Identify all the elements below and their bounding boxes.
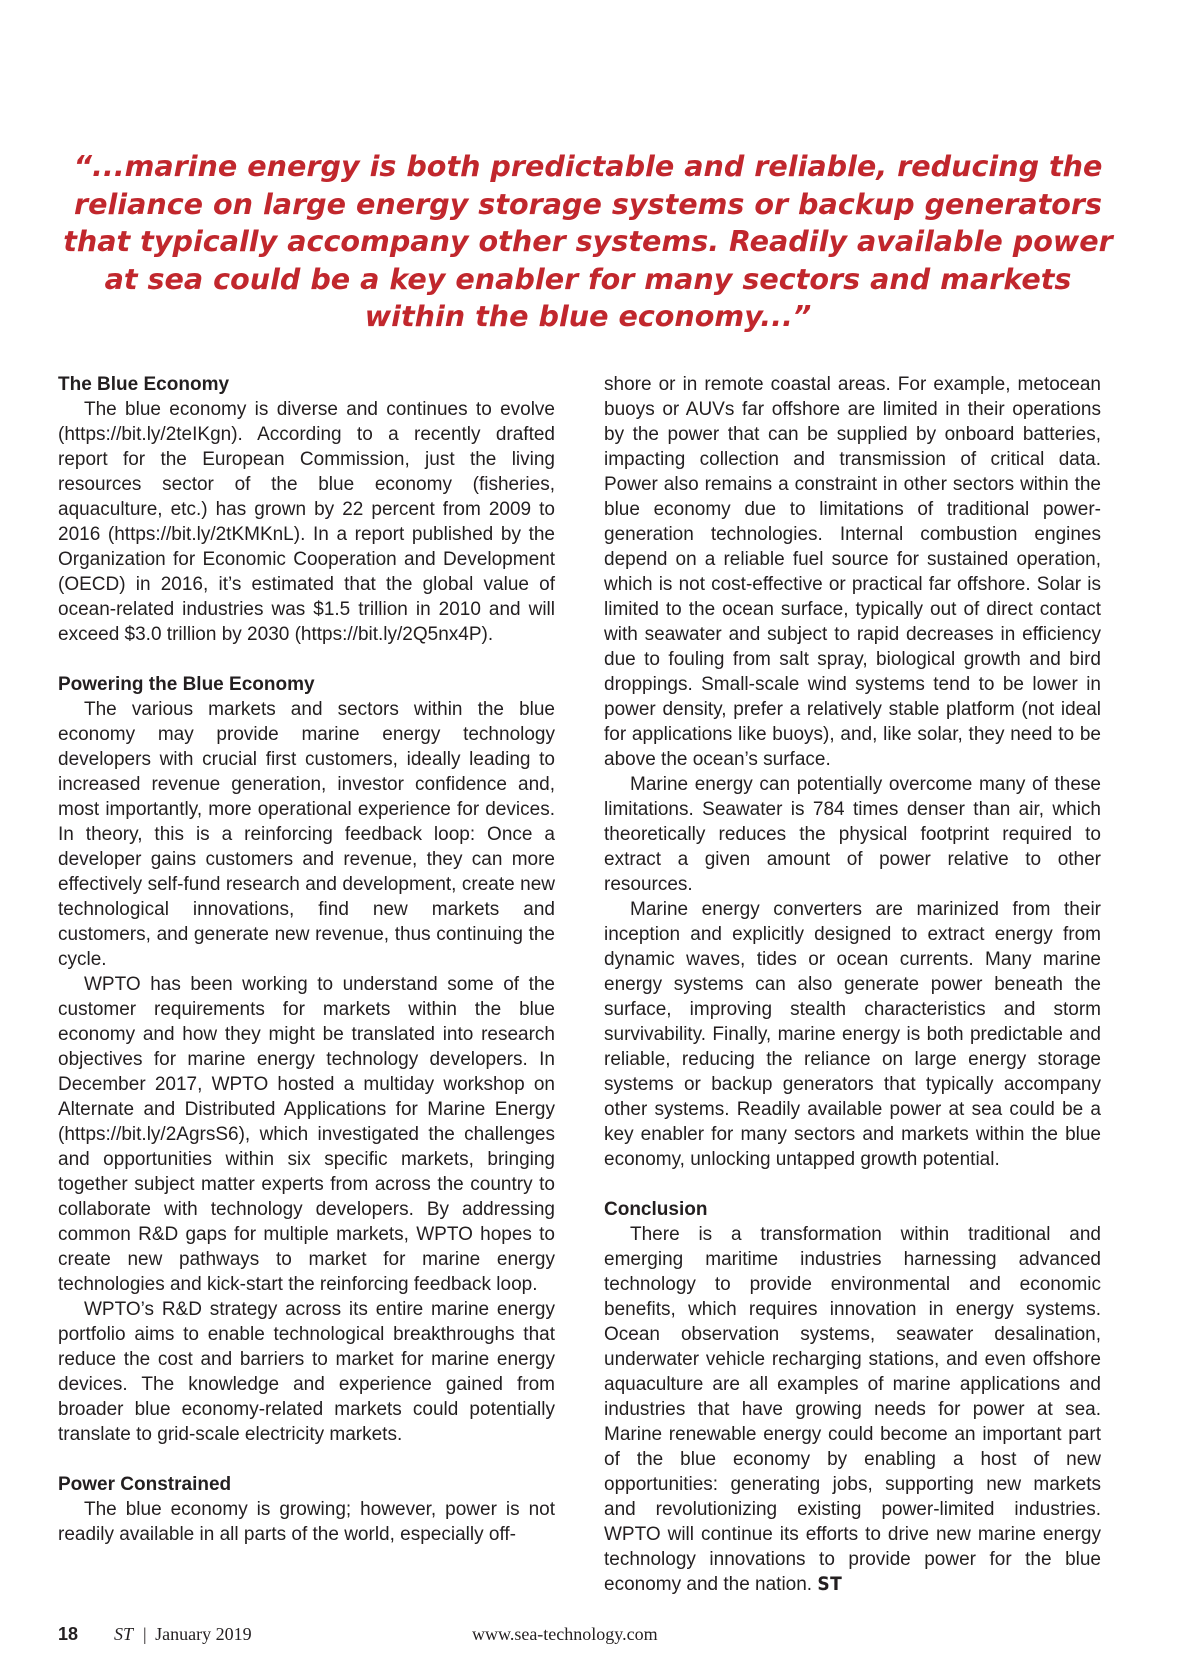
separator: | <box>143 1624 147 1644</box>
publication-info <box>114 1620 252 1648</box>
issue-date: January 2019 <box>155 1624 252 1644</box>
right-column <box>604 372 1101 1597</box>
section-heading-powering: Powering the Blue Economy <box>58 674 315 695</box>
paragraph: The blue economy is diverse and continues to evolve (https://bit.ly/2teIKgn). According to a recently drafted report for the European Commission, just the living resources sector of the blue economy (fisheries, aquaculture, etc.) has grown by 22 percent from 2009 to 2016 (https://bit.ly/2tKMKnL). In a report published by the Organization for Economic Cooperation and Development (OECD) in 2016, it’s estimated that the global value of ocean-related industries was $1.5 trillion in 2010 and will exceed $3.0 trillion by 2030 (https://bit.ly/2Q5nx4P). <box>58 399 555 645</box>
publication-name: ST <box>114 1624 134 1644</box>
conclusion-text: There is a transformation within traditional and emerging maritime industries harnessing advanced technology to provide environmental and economic benefits, which requires innovation in energy systems. Ocean observation systems, seawater desalination, underwater vehicle recharging stations, and even offshore aquaculture are all examples of marine applications and industries that have growing needs for power at sea. Marine renewable energy could become an important part of the blue economy by enabling a host of new opportunities: generating jobs, supporting new markets and revolutionizing existing power-limited industries. WPTO will continue its efforts to drive new marine energy technology innovations to provide power for the blue economy and the nation. <box>604 1224 1101 1595</box>
left-column <box>58 372 555 1547</box>
page-number: 18 <box>58 1624 79 1644</box>
paragraph: shore or in remote coastal areas. For example, metocean buoys or AUVs far offshore are limited in their operations by the power that can be supplied by onboard batteries, impacting collection and transmission of critical data. Power also remains a constraint in other sectors within the blue economy due to limitations of traditional power-generation technologies. Internal combustion engines depend on a reliable fuel source for sustained operation, which is not cost-effective or practical far offshore. Solar is limited to the ocean surface, typically out of direct contact with seawater and subject to rapid decreases in efficiency due to fouling from salt spray, biological growth and bird droppings. Small-scale wind systems tend to be lower in power density, prefer a relatively stable platform (not ideal for applications like buoys), and, like solar, they need to be above the ocean’s surface. <box>604 374 1101 770</box>
section-heading-power-constrained: Power Constrained <box>58 1474 232 1495</box>
paragraph: WPTO has been working to understand some of the customer requirements for markets within the blue economy and how they might be translated into research objectives for marine energy technology developers. In December 2017, WPTO hosted a multiday workshop on Alternate and Distributed Applications for Marine Energy (https://bit.ly/2AgrsS6), which investigated the challenges and opportunities within six specific markets, bringing together subject matter experts from across the country to collaborate with technology developers. By addressing common R&D gaps for multiple markets, WPTO hopes to create new pathways to market for marine energy technologies and kick-start the reinforcing feedback loop. <box>58 974 555 1295</box>
paragraph <box>604 1222 1101 1597</box>
pull-quote: “...marine energy is both predictable and reliable, reducing the reliance on large energy storage systems or backup generators that typically accompany other systems. Readily available power at sea could be a key enabler for many sectors and markets within the blue economy...” <box>63 149 1113 333</box>
paragraph: WPTO’s R&D strategy across its entire marine energy portfolio aims to enable technological breakthroughs that reduce the cost and barriers to market for marine energy devices. The knowledge and experience gained from broader blue economy-related markets could potentially translate to grid-scale electricity markets. <box>58 1299 555 1445</box>
paragraph: The blue economy is growing; however, power is not readily available in all parts of the world, especially off- <box>58 1499 555 1545</box>
page-footer <box>58 1620 1138 1648</box>
section-heading-blue-economy: The Blue Economy <box>58 374 230 395</box>
paragraph: Marine energy can potentially overcome many of these limitations. Seawater is 784 times denser than air, which theoretically reduces the physical footprint required to extract a given amount of power relative to other resources. <box>604 774 1101 895</box>
website-link[interactable]: www.sea-technology.com <box>472 1624 658 1644</box>
paragraph: Marine energy converters are marinized from their inception and explicitly designed to extract energy from dynamic waves, tides or ocean currents. Many marine energy systems can also generate power beneath the surface, improving stealth characteristics and storm survivability. Finally, marine energy is both predictable and reliable, reducing the reliance on large energy storage systems or backup generators that typically accompany other systems. Readily available power at sea could be a key enabler for many sectors and markets within the blue economy, unlocking untapped growth potential. <box>604 899 1101 1170</box>
paragraph: The various markets and sectors within the blue economy may provide marine energy technology developers with crucial first customers, ideally leading to increased revenue generation, investor confidence and, most importantly, more operational experience for devices. In theory, this is a reinforcing feedback loop: Once a developer gains customers and revenue, they can more effectively self-fund research and development, create new technological innovations, find new markets and customers, and generate new revenue, thus continuing the cycle. <box>58 699 555 970</box>
section-heading-conclusion: Conclusion <box>604 1199 708 1220</box>
end-mark: ST <box>817 1573 843 1595</box>
